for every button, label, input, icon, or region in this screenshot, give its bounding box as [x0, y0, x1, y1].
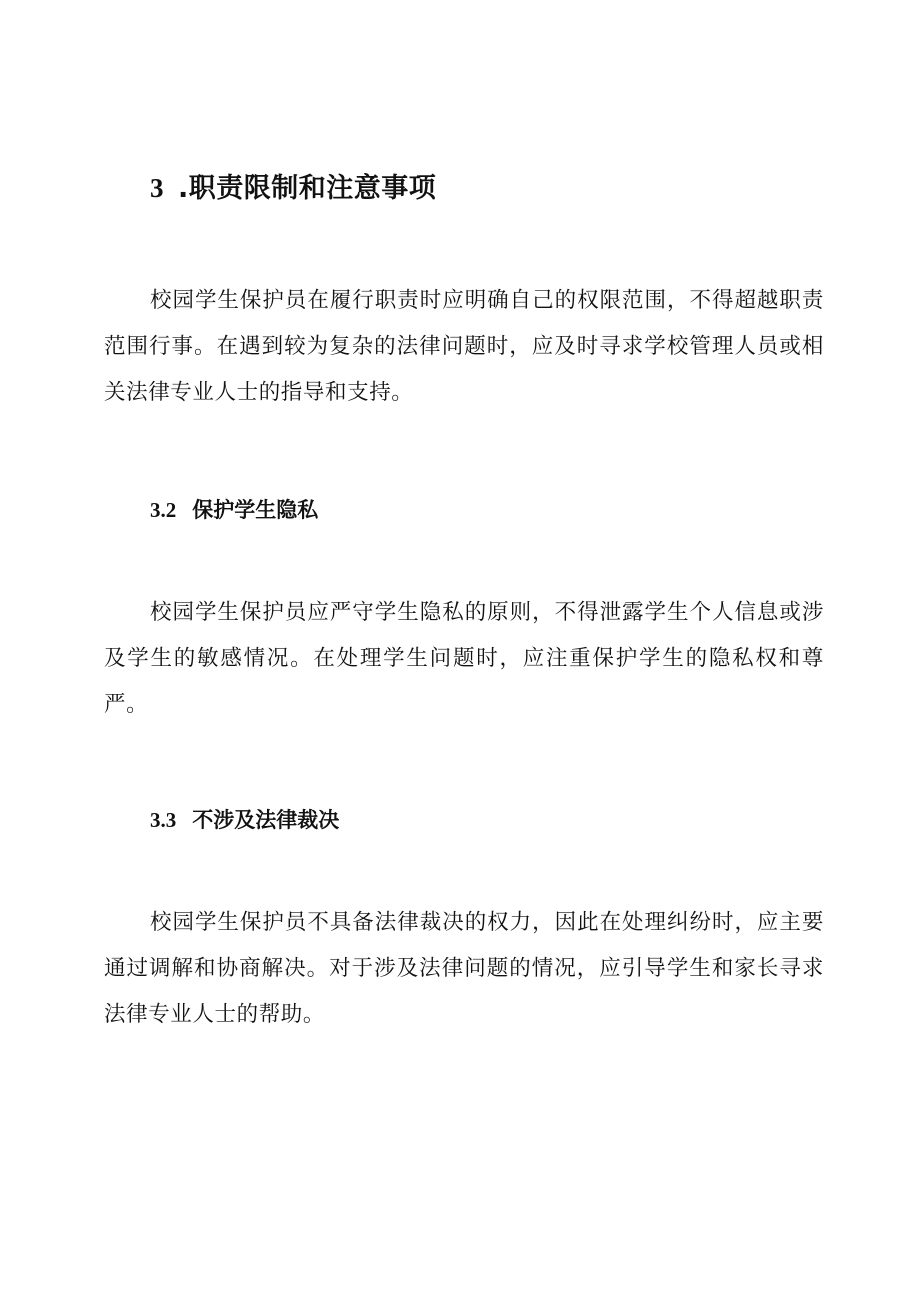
section-title: .职责限制和注意事项: [178, 173, 437, 204]
subsection-title: 不涉及法律裁决: [192, 808, 340, 832]
subsection-number: 3.2: [150, 498, 177, 522]
privacy-paragraph: 校园学生保护员应严守学生隐私的原则，不得泄露学生个人信息或涉及学生的敏感情况。在处理学生问题时，应注重保护学生的隐私权和尊严。: [104, 600, 824, 717]
subsection-number: 3.3: [150, 808, 177, 832]
section-number: 3: [150, 173, 164, 203]
legal-judgment-paragraph: 校园学生保护员不具备法律裁决的权力，因此在处理纠纷时，应主要通过调解和协商解决。对于涉及法律问题的情况，应引导学生和家长寻求法律专业人士的帮助。: [104, 910, 824, 1027]
section-intro-paragraph: 校园学生保护员在履行职责时应明确自己的权限范围，不得超越职责范围行事。在遇到较为复杂的法律问题时，应及时寻求学校管理人员或相关法律专业人士的指导和支持。: [104, 288, 824, 405]
section-heading: [150, 166, 436, 205]
subsection-heading-legal-judgment: [150, 804, 339, 834]
subsection-heading-privacy: [150, 494, 318, 524]
subsection-title: 保护学生隐私: [192, 498, 319, 522]
